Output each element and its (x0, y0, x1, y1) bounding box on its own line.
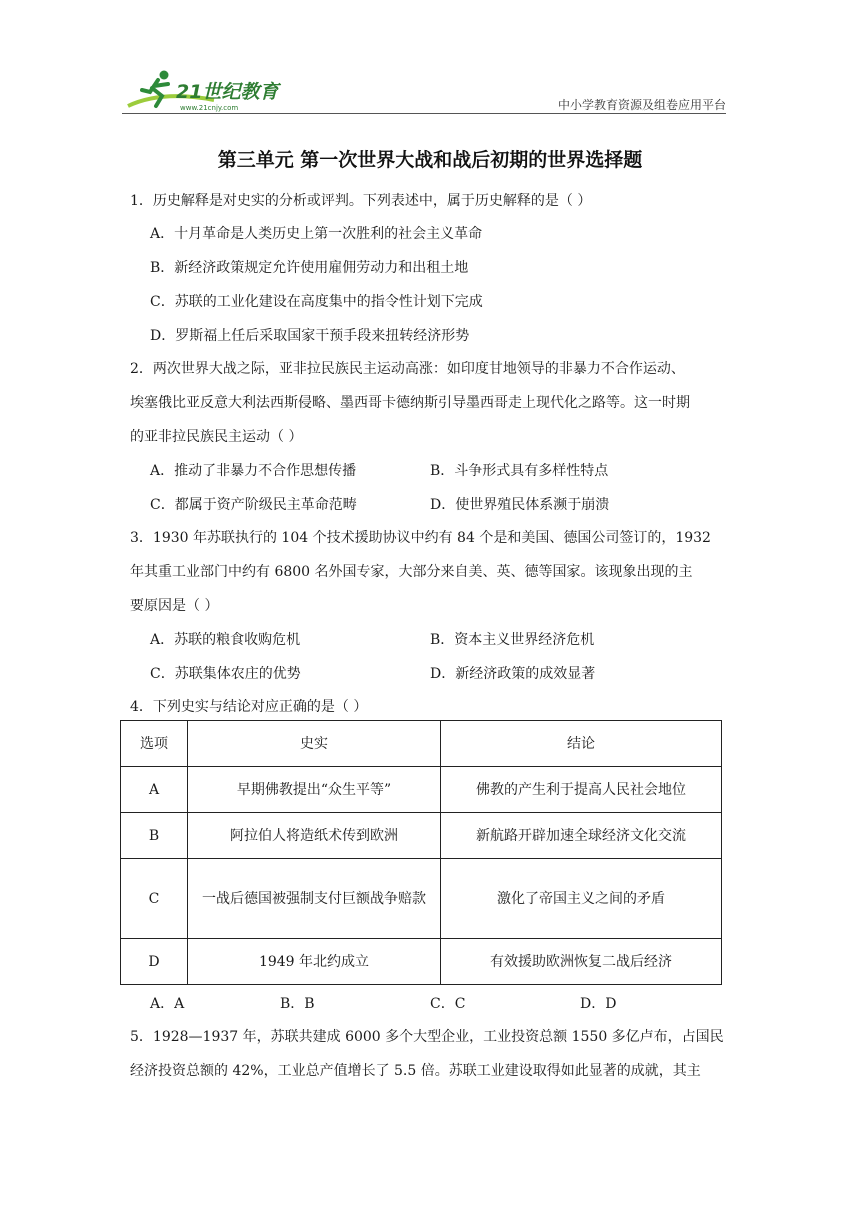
table-cell: 一战后德国被强制支付巨额战争赔款 (188, 859, 441, 939)
table-header-cell: 结论 (441, 721, 722, 767)
table-cell: 阿拉伯人将造纸术传到欧洲 (188, 813, 441, 859)
table-cell: 激化了帝国主义之间的矛盾 (441, 859, 722, 939)
table-cell: 1949 年北约成立 (188, 939, 441, 985)
question-4-table (120, 720, 722, 985)
table-header-cell: 选项 (121, 721, 188, 767)
question-2-option-c[interactable]: C．都属于资产阶级民主革命范畴 (150, 497, 357, 513)
table-cell: D (121, 939, 188, 985)
question-5-text-line-2: 经济投资总额的 42%，工业总产值增长了 5.5 倍。苏联工业建设取得如此显著的成就，其主 (130, 1063, 701, 1079)
header-divider (122, 113, 726, 114)
table-header-cell: 史实 (188, 721, 441, 767)
table-row (121, 813, 722, 859)
question-1-option-b[interactable]: B．新经济政策规定允许使用雇佣劳动力和出租土地 (150, 260, 469, 276)
question-3-option-d[interactable]: D．新经济政策的成效显著 (430, 666, 596, 682)
page-title: 第三单元 第一次世界大战和战后初期的世界选择题 (217, 149, 643, 171)
question-4-option-c[interactable]: C．C (430, 996, 466, 1012)
question-1-text: 1．历史解释是对史实的分析或评判。下列表述中，属于历史解释的是（ ） (130, 193, 592, 209)
table-row (121, 767, 722, 813)
table-row (121, 939, 722, 985)
question-2-text-line-3: 的亚非拉民族民主运动（ ） (130, 429, 303, 445)
question-2-option-d[interactable]: D．使世界殖民体系濒于崩溃 (430, 497, 610, 513)
table-cell: B (121, 813, 188, 859)
question-2-text-line-2: 埃塞俄比亚反意大利法西斯侵略、墨西哥卡德纳斯引导墨西哥走上现代化之路等。这一时期 (130, 395, 690, 411)
question-1-option-a[interactable]: A．十月革命是人类历史上第一次胜利的社会主义革命 (150, 226, 483, 242)
table-cell: 新航路开辟加速全球经济文化交流 (441, 813, 722, 859)
platform-label: 中小学教育资源及组卷应用平台 (557, 98, 726, 112)
question-1-option-d[interactable]: D．罗斯福上任后采取国家干预手段来扭转经济形势 (150, 328, 470, 344)
logo-subtext: www.21cnjy.com (180, 104, 239, 112)
question-3-option-c[interactable]: C．苏联集体农庄的优势 (150, 666, 301, 682)
question-3-text-line-3: 要原因是（ ） (130, 598, 219, 614)
21cnjy-logo (122, 66, 292, 114)
question-4-option-d[interactable]: D．D (580, 996, 617, 1012)
question-2-option-b[interactable]: B．斗争形式具有多样性特点 (430, 463, 609, 479)
question-3-text-line-2: 年其重工业部门中约有 6800 名外国专家，大部分来自美、英、德等国家。该现象出现的主 (130, 564, 693, 580)
table-cell: 有效援助欧洲恢复二战后经济 (441, 939, 722, 985)
question-3-option-b[interactable]: B．资本主义世界经济危机 (430, 632, 595, 648)
question-3-option-a[interactable]: A．苏联的粮食收购危机 (150, 632, 301, 648)
question-4-option-b[interactable]: B．B (280, 996, 315, 1012)
table-cell: C (121, 859, 188, 939)
question-4-text: 4．下列史实与结论对应正确的是（ ） (130, 699, 368, 715)
table-cell: 佛教的产生利于提高人民社会地位 (441, 767, 722, 813)
question-5-text-line-1: 5．1928—1937 年，苏联共建成 6000 多个大型企业，工业投资总额 1550 多亿卢布，占国民 (130, 1029, 724, 1045)
question-1-option-c[interactable]: C．苏联的工业化建设在高度集中的指令性计划下完成 (150, 294, 483, 310)
question-4-option-a[interactable]: A．A (150, 996, 185, 1012)
question-3-text-line-1: 3．1930 年苏联执行的 104 个技术援助协议中约有 84 个是和美国、德国公司签订的，1932 (130, 530, 711, 546)
logo-text: 21世纪教育 (176, 81, 279, 103)
question-2-option-a[interactable]: A．推动了非暴力不合作思想传播 (150, 463, 357, 479)
page-header (122, 66, 726, 114)
table-header-row (121, 721, 722, 767)
table-cell: A (121, 767, 188, 813)
table-row (121, 859, 722, 939)
table-cell: 早期佛教提出“众生平等” (188, 767, 441, 813)
question-2-text-line-1: 2．两次世界大战之际，亚非拉民族民主运动高涨：如印度甘地领导的非暴力不合作运动、 (130, 361, 685, 377)
